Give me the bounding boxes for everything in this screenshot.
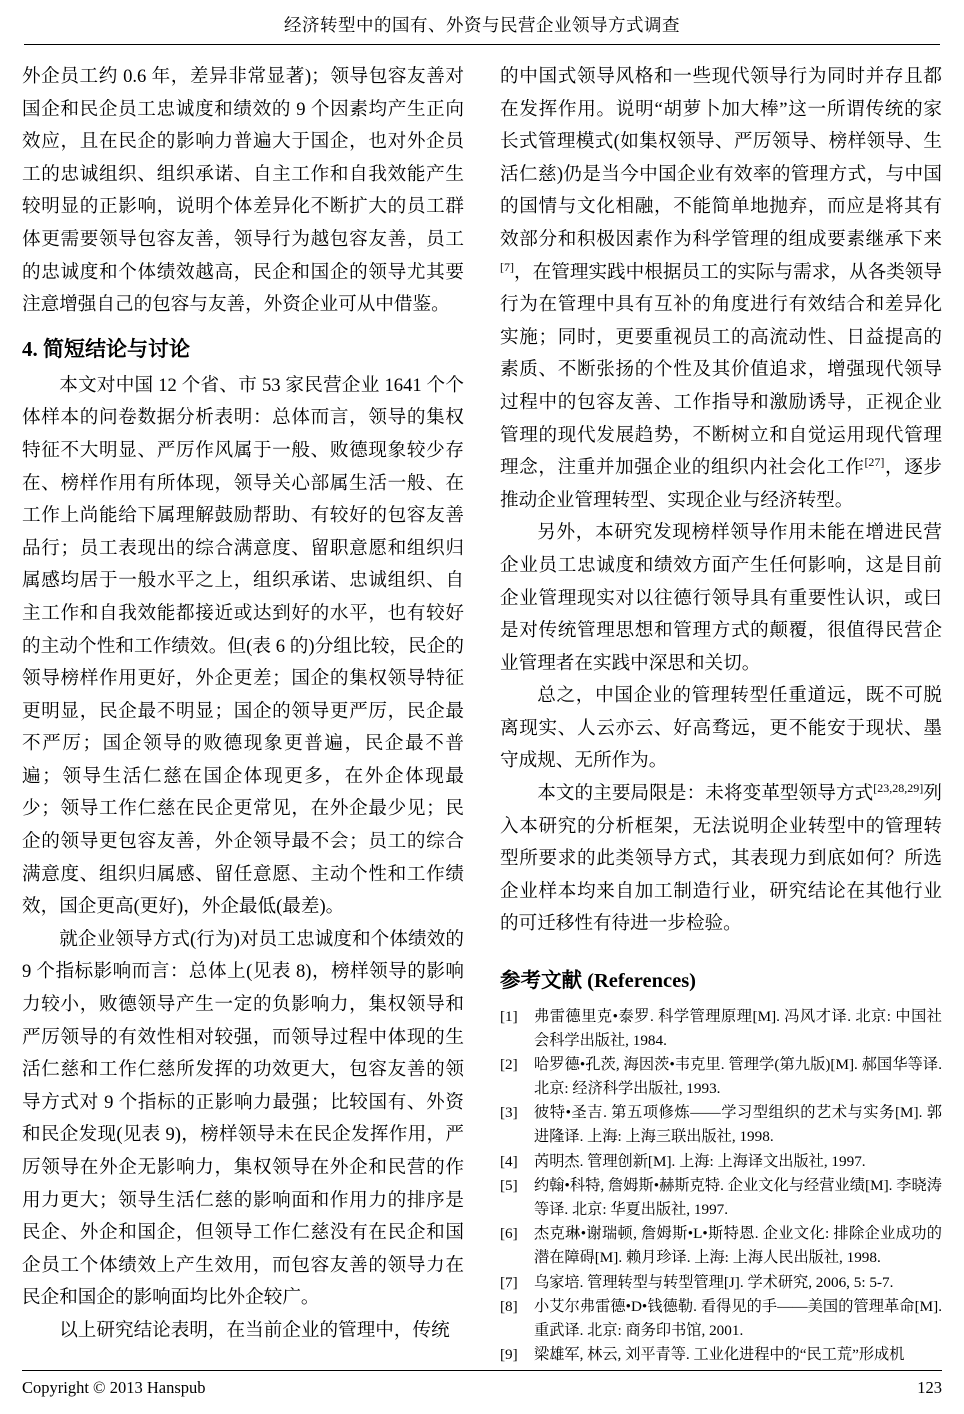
paragraph-text: ，在管理实践中根据员工的实际与需求，从各类领导行为在管理中具有互补的角度进行有效结合和差异化实施；同时，更要重视员工的高流动性、日益提高的素质、不断张扬的个性及其价值追求，增强现代领导过程中的包容友善、工作指导和激励诱导，正视企业管理的现代发展趋势，不断树立和自觉运用现代管理理念，注重并加强企业的组织内社会化工作	[500, 261, 942, 479]
reference-item	[500, 1295, 942, 1342]
reference-number: [9]	[500, 1346, 518, 1364]
paragraph	[500, 61, 942, 517]
reference-number: [1]	[500, 1008, 518, 1026]
reference-text: 芮明杰. 管理创新[M]. 上海: 上海译文出版社, 1997.	[534, 1152, 866, 1170]
reference-text: 弗雷德里克•泰罗. 科学管理原理[M]. 冯风才译. 北京: 中国社会科学出版社, 1984.	[534, 1008, 942, 1049]
reference-item	[500, 1005, 942, 1052]
paragraph	[500, 778, 942, 941]
citation-ref: [23,28,29]	[873, 780, 924, 795]
paragraph: 另外，本研究发现榜样领导作用未能在增进民营企业员工忠诚度和绩效方面产生任何影响，这是目前企业管理现实对以往德行领导具有重要性认识，或曰是对传统管理思想和管理方式的颠覆，很值得民营企业管理者在实践中深思和关切。	[500, 522, 942, 674]
copyright-notice: Copyright © 2013 Hanspub	[22, 1378, 206, 1397]
reference-list	[500, 1005, 942, 1367]
reference-text: 哈罗德•孔茨, 海因茨•韦克里. 管理学(第九版)[M]. 郝国华等译. 北京: 经济科学出版社, 1993.	[534, 1056, 942, 1097]
reference-number: [8]	[500, 1298, 518, 1316]
reference-number: [6]	[500, 1225, 518, 1243]
reference-number: [3]	[500, 1104, 518, 1122]
reference-number: [5]	[500, 1177, 518, 1195]
paragraph: 本文对中国 12 个省、市 53 家民营企业 1641 个个体样本的问卷数据分析表明：总体而言，领导的集权特征不大明显、严厉作风属于一般、败德现象较少存在、榜样作用有所体现，领导关心部属生活一般、在工作上尚能给下属理解鼓励帮助、有较好的包容友善品行；员工表现出的综合满意度、留职意愿和组织归属感均居于一般水平之上，组织承诺、忠诚组织、自主工作和自我效能都接近或达到好的水平，也有较好的主动个性和工作绩效。但(表 6 的)分组比较，民企的领导榜样作用更好，外企更差；国企的集权领导特征更明显，民企最不明显；国企的领导更严厉，民企最不严厉；国企领导的败德现象更普遍，民企最不普遍；领导生活仁慈在国企体现更多，在外企体现最少；领导工作仁慈在民企更常见，在外企最少见；民企的领导更包容友善，外企领导最不会；员工的综合满意度、组织归属感、留任意愿、主动个性和工作绩效，国企更高(更好)，外企最低(最差)。	[22, 374, 464, 918]
reference-number: [4]	[500, 1152, 518, 1170]
reference-item	[500, 1101, 942, 1148]
citation-ref: [27]	[864, 454, 885, 469]
paragraph: 就企业领导方式(行为)对员工忠诚度和个体绩效的 9 个指标影响而言：总体上(见表 8)，榜样领导的影响力较小，败德领导产生一定的负影响力，集权领导和严厉领导的有效性相对较强，而领导过程中体现的生活仁慈和工作仁慈所发挥的功效更大，包容友善的领导方式对 9 个指标的正影响力最强；比较国有、外资和民企发现(见表 9)，榜样领导未在民企发挥作用，严厉领导在外企无影响力，集权领导在外企和民营的作用力更大；领导生活仁慈的影响面和作用力的排序是民企、外企和国企，但领导工作仁慈没有在民企和国企员工个体绩效上产生效用，而包容友善的领导力在民企和国企的影响面均比外企较广。	[22, 928, 464, 1309]
two-column-body	[22, 61, 942, 1368]
header-rule	[24, 44, 940, 45]
references-heading: 参考文献 (References)	[500, 970, 697, 993]
running-head: 经济转型中的国有、外资与民营企业领导方式调查	[284, 15, 680, 35]
paragraph-text: ，逐步推动企业管理转型、实现企业与经济转型。	[500, 457, 942, 511]
citation-ref: [7]	[500, 259, 514, 274]
reference-item	[500, 1271, 942, 1295]
paragraph: 以上研究结论表明，在当前企业的管理中，传统	[59, 1319, 450, 1341]
paragraph: 外企员工约 0.6 年，差异非常显著)；领导包容友善对国企和民企员工忠诚度和绩效的 9 个因素均产生正向效应，且在民企的影响力普遍大于国企，也对外企员工的忠诚组织、组织承诺、自主工作和自我效能产生较明显的正影响，说明个体差异化不断扩大的员工群体更需要领导包容友善，领导行为越包容友善，员工的忠诚度和个体绩效越高，民企和国企的领导尤其要注意增强自己的包容与友善，外资企业可从中借鉴。	[22, 66, 464, 316]
section-heading: 4. 简短结论与讨论	[22, 336, 190, 361]
footer-rule	[22, 1370, 942, 1371]
page-number: 123	[917, 1378, 942, 1397]
reference-text: 约翰•科特, 詹姆斯•赫斯克特. 企业文化与经营业绩[M]. 李晓涛等译. 北京: 华夏出版社, 1997.	[534, 1177, 942, 1218]
paragraph: 总之，中国企业的管理转型任重道远，既不可脱离现实、人云亦云、好高骛远，更不能安于现状、墨守成规、无所作为。	[500, 685, 942, 772]
reference-item	[500, 1150, 942, 1174]
reference-number: [2]	[500, 1056, 518, 1074]
paragraph-text: 本文的主要局限是：未将变革型领导方式	[537, 783, 874, 805]
reference-text: 梁雄军, 林云, 刘平青等. 工业化进程中的“民工荒”形成机	[534, 1346, 905, 1364]
footer-row	[22, 1378, 942, 1398]
page-footer	[22, 1370, 942, 1398]
reference-item	[500, 1343, 942, 1367]
right-column	[500, 61, 942, 1368]
paragraph-text: 的中国式领导风格和一些现代领导行为同时并存且都在发挥作用。说明“胡萝卜加大棒”这一所谓传统的家长式管理模式(如集权领导、严厉领导、榜样领导、生活仁慈)仍是当今中国企业有效率的管理方式，与中国的国情与文化相融，不能简单地抛弃，而应是将其有效部分和积极因素作为科学管理的组成要素继承下来	[500, 66, 942, 250]
reference-text: 杰克琳•谢瑞顿, 詹姆斯•L•斯特恩. 企业文化: 排除企业成功的潜在障碍[M]. 赖月珍译. 上海: 上海人民出版社, 1998.	[534, 1225, 942, 1266]
reference-item	[500, 1222, 942, 1269]
reference-text: 彼特•圣吉. 第五项修炼——学习型组织的艺术与实务[M]. 郭进隆译. 上海: 上海三联出版社, 1998.	[534, 1104, 942, 1145]
left-column	[22, 61, 464, 1368]
reference-text: 乌家培. 管理转型与转型管理[J]. 学术研究, 2006, 5: 5-7.	[534, 1273, 894, 1291]
paragraph-text: 列入本研究的分析框架，无法说明企业转型中的管理转型所要求的此类领导方式，其表现力到底如何？所选企业样本均来自加工制造行业，研究结论在其他行业的可迁移性有待进一步检验。	[500, 783, 942, 935]
reference-number: [7]	[500, 1273, 518, 1291]
reference-item	[500, 1053, 942, 1100]
reference-text: 小艾尔弗雷德•D•钱德勒. 看得见的手——美国的管理革命[M]. 重武译. 北京: 商务印书馆, 2001.	[534, 1298, 942, 1339]
reference-item	[500, 1174, 942, 1221]
